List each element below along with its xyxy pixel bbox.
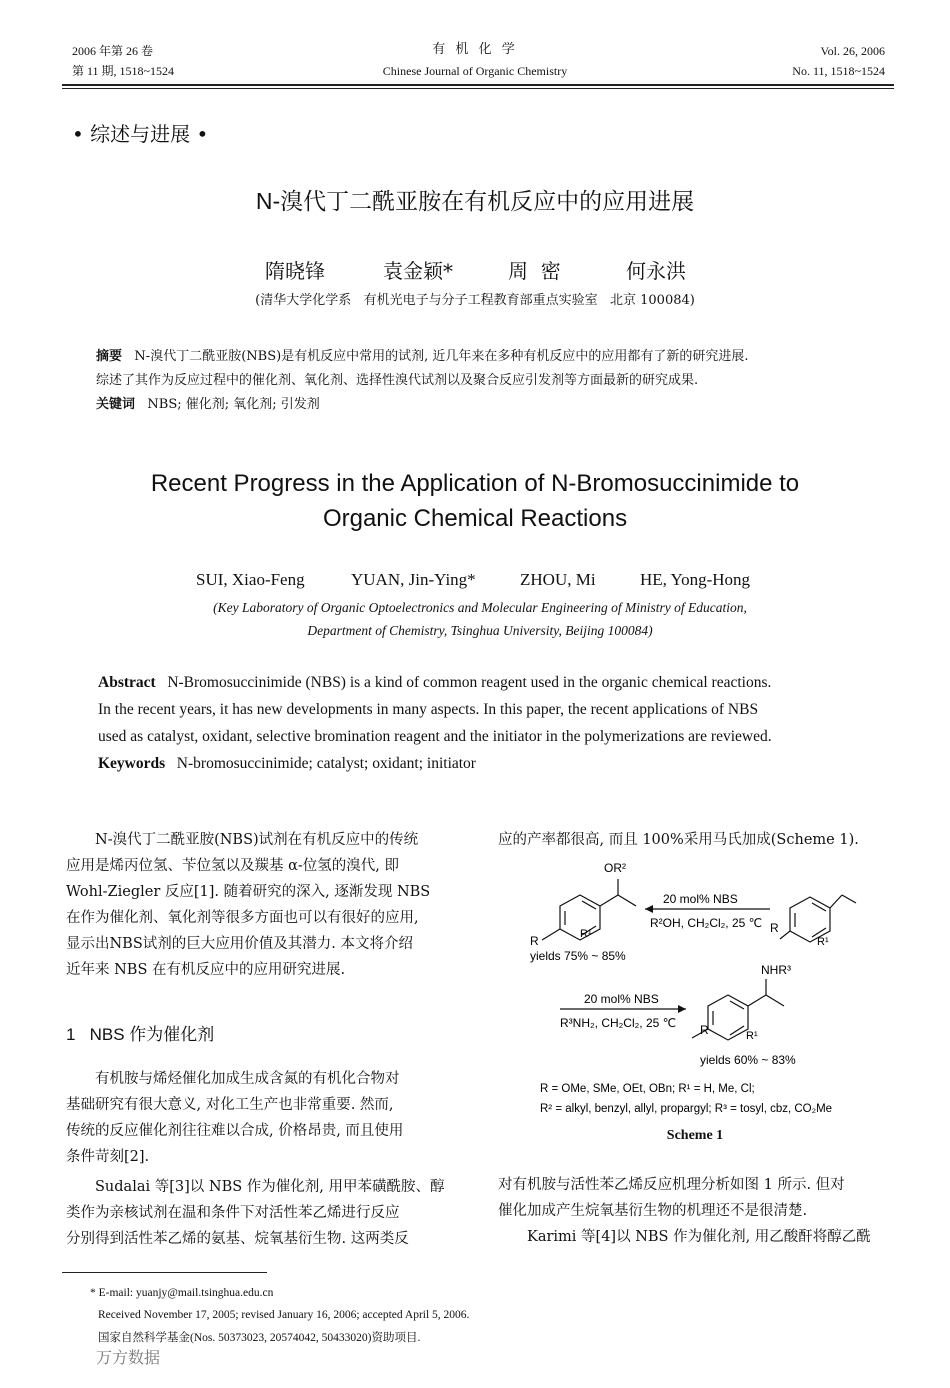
para3-line-1: Sudalai 等[3]以 NBS 作为催化剂, 用甲苯磺酰胺、醇 bbox=[95, 1179, 445, 1195]
header-rule-thin bbox=[62, 88, 894, 89]
header-issue-en: No. 11, 1518~1524 bbox=[792, 64, 885, 78]
en-author-1: SUI, Xiao-Feng bbox=[196, 570, 305, 589]
en-author-4: HE, Yong-Hong bbox=[640, 570, 751, 589]
product-2-nhr3: NHR³ bbox=[761, 963, 791, 977]
reagent-1: 20 mol% NBS bbox=[663, 892, 738, 906]
header-rule bbox=[62, 84, 894, 86]
en-abstract-line-3: used as catalyst, oxidant, selective bromination reagent and the initiator in the polymerizations are reviewed. bbox=[98, 728, 772, 745]
styrene-structure bbox=[780, 895, 856, 942]
yield-2: yields 60% ~ 83% bbox=[700, 1053, 796, 1067]
cn-author-2: 袁金颖* bbox=[383, 259, 453, 283]
reagent-2: 20 mol% NBS bbox=[584, 992, 659, 1006]
en-title-line-1: Recent Progress in the Application of N-Bromosuccinimide to bbox=[150, 470, 800, 497]
footnote-email: * E-mail: yuanjy@mail.tsinghua.edu.cn bbox=[90, 1287, 274, 1299]
right-top-line: 应的产率都很高, 而且 100%采用马氏加成(Scheme 1). bbox=[498, 832, 859, 848]
footnote-received: Received November 17, 2005; revised January 16, 2006; accepted April 5, 2006. bbox=[98, 1309, 470, 1321]
en-author-2: YUAN, Jin-Ying* bbox=[351, 570, 476, 589]
intro-line-4: 在作为催化剂、氧化剂等很多方面也可以有很好的应用, bbox=[66, 910, 419, 926]
header-journal-cn: 有 机 化 学 bbox=[432, 42, 518, 57]
product-1-or2: OR² bbox=[604, 861, 626, 875]
cn-keywords: NBS; 催化剂; 氧化剂; 引发剂 bbox=[147, 397, 320, 412]
en-affiliation-line-2: Department of Chemistry, Tsinghua University, Beijing 100084) bbox=[307, 623, 653, 638]
cn-affiliation: (清华大学化学系 有机光电子与分子工程教育部重点实验室 北京 100084) bbox=[255, 293, 695, 308]
section-heading-1: 1 NBS 作为催化剂 bbox=[66, 1025, 215, 1044]
en-abstract-line-1: N-Bromosuccinimide (NBS) is a kind of common reagent used in the organic chemical reactions. bbox=[167, 674, 772, 691]
en-abstract bbox=[98, 669, 863, 777]
section-label: • 综述与进展 • bbox=[72, 122, 209, 146]
cn-abstract-label: 摘要 bbox=[96, 349, 123, 364]
footnote-rule bbox=[62, 1272, 267, 1273]
conditions-2: R³NH₂, CH₂Cl₂, 25 ℃ bbox=[560, 1016, 677, 1030]
en-abstract-line-2: In the recent years, it has new developments in many aspects. In this paper, the recent applications of NBS bbox=[98, 701, 759, 718]
scheme-caption: Scheme 1 bbox=[666, 1128, 724, 1143]
cn-abstract-text-1: N-溴代丁二酰亚胺(NBS)是有机反应中常用的试剂, 近几年来在多种有机反应中的应用都有了新的研究进展. bbox=[134, 349, 749, 364]
right-line-3: Karimi 等[4]以 NBS 作为催化剂, 用乙酸酐将醇乙酰 bbox=[527, 1229, 871, 1245]
intro-line-5: 显示出NBS试剂的巨大应用价值及其潜力. 本文将介绍 bbox=[66, 936, 413, 952]
intro-paragraph bbox=[66, 827, 466, 983]
cn-author-3: 周 密 bbox=[508, 259, 561, 283]
intro-line-2: 应用是烯丙位氢、苄位氢以及羰基 α-位氢的溴代, 即 bbox=[66, 858, 400, 874]
scheme-1-figure bbox=[520, 855, 900, 1125]
intro-line-3: Wohl-Ziegler 反应[1]. 随着研究的深入, 逐渐发现 NBS bbox=[66, 884, 431, 900]
right-line-1: 对有机胺与活性苯乙烯反应机理分析如图 1 所示. 但对 bbox=[498, 1177, 845, 1193]
cn-title: N-溴代丁二酰亚胺在有机反应中的应用进展 bbox=[255, 188, 695, 214]
right-line-2: 催化加成产生烷氧基衍生物的机理还不是很清楚. bbox=[498, 1203, 808, 1219]
en-author-3: ZHOU, Mi bbox=[520, 570, 596, 589]
product-1-r1: R¹ bbox=[580, 928, 592, 940]
en-abstract-label: Abstract bbox=[98, 674, 156, 691]
intro-line-1: N-溴代丁二酰亚胺(NBS)试剂在有机反应中的传统 bbox=[95, 832, 419, 848]
cn-abstract bbox=[96, 345, 876, 417]
intro-line-6: 近年来 NBS 在有机反应中的应用研究进展. bbox=[66, 962, 346, 978]
right-paragraph bbox=[498, 1172, 898, 1250]
footnote-funding: 国家自然科学基金(Nos. 50373023, 20574042, 50433020)资助项目. bbox=[98, 1332, 421, 1344]
cn-author-4: 何永洪 bbox=[626, 259, 686, 283]
header-issue-cn: 第 11 期, 1518~1524 bbox=[72, 64, 175, 78]
en-keywords-label: Keywords bbox=[98, 755, 166, 772]
scheme-legend-1: R = OMe, SMe, OEt, OBn; R¹ = H, Me, Cl; bbox=[540, 1083, 755, 1095]
para2-line-1: 有机胺与烯烃催化加成生成含氮的有机化合物对 bbox=[95, 1071, 400, 1087]
en-keywords: N-bromosuccinimide; catalyst; oxidant; initiator bbox=[176, 755, 476, 772]
styrene-r1: R¹ bbox=[817, 936, 829, 948]
cn-abstract-text-2: 综述了其作为反应过程中的催化剂、氧化剂、选择性溴代试剂以及聚合反应引发剂等方面最新的研究成果. bbox=[96, 373, 699, 388]
para2-line-4: 条件苛刻[2]. bbox=[66, 1149, 150, 1165]
header-journal-en: Chinese Journal of Organic Chemistry bbox=[382, 64, 568, 78]
para2-line-3: 传统的反应催化剂往往难以合成, 价格昂贵, 而且使用 bbox=[66, 1123, 404, 1139]
scheme-legend-2: R² = alkyl, benzyl, allyl, propargyl; R³ = tosyl, cbz, CO₂Me bbox=[540, 1103, 833, 1115]
styrene-r: R bbox=[770, 921, 779, 935]
en-title bbox=[60, 466, 890, 536]
para3-line-2: 类作为亲核试剂在温和条件下对活性苯乙烯进行反应 bbox=[66, 1205, 400, 1221]
en-title-line-2: Organic Chemical Reactions bbox=[322, 505, 628, 532]
conditions-1: R²OH, CH₂Cl₂, 25 ℃ bbox=[650, 916, 763, 930]
product-2-r: R bbox=[700, 1023, 709, 1037]
header-volume-en: Vol. 26, 2006 bbox=[820, 44, 885, 58]
cn-keywords-label: 关键词 bbox=[96, 397, 136, 412]
para2-line-2: 基础研究有很大意义, 对化工生产也非常重要. 然而, bbox=[66, 1097, 394, 1113]
en-affiliation bbox=[100, 596, 860, 642]
en-affiliation-line-1: (Key Laboratory of Organic Optoelectronics and Molecular Engineering of Ministry of Education, bbox=[213, 600, 747, 615]
paragraph-3 bbox=[66, 1174, 466, 1252]
para3-line-3: 分别得到活性苯乙烯的氨基、烷氧基衍生物. 这两类反 bbox=[66, 1231, 409, 1247]
cn-author-1: 隋晓锋 bbox=[265, 259, 325, 283]
arrow-2-head bbox=[678, 1005, 686, 1013]
product-1-r: R bbox=[530, 934, 539, 948]
arrow-1-head bbox=[645, 905, 653, 913]
product-2-r1: R¹ bbox=[746, 1030, 758, 1042]
yield-1: yields 75% ~ 85% bbox=[530, 949, 626, 963]
header-volume-cn: 2006 年第 26 卷 bbox=[72, 44, 154, 58]
paragraph-2 bbox=[66, 1066, 466, 1170]
watermark: 万方数据 bbox=[96, 1348, 161, 1367]
